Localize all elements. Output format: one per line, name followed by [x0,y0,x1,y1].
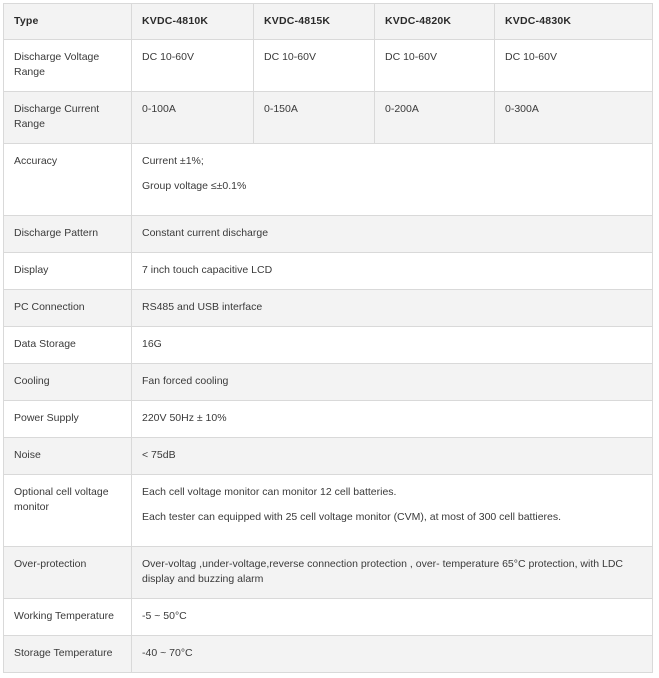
header-row [4,4,653,40]
cell-value: 16G [132,327,653,364]
row-label: Optional cell voltage monitor [4,475,132,547]
table-row [4,636,653,673]
cell-value: DC 10-60V [254,40,375,92]
table-row [4,547,653,599]
model-header: KVDC-4815K [254,4,375,40]
model-header: KVDC-4830K [495,4,653,40]
table-row [4,438,653,475]
cell-value: 0-100A [132,92,254,144]
row-label: Discharge Pattern [4,216,132,253]
table-row [4,92,653,144]
cell-value: DC 10-60V [132,40,254,92]
spec-table [3,3,653,673]
table-row [4,599,653,636]
cell-value: 7 inch touch capacitive LCD [132,253,653,290]
table-row [4,290,653,327]
row-label: Power Supply [4,401,132,438]
row-label: Display [4,253,132,290]
model-header: KVDC-4820K [375,4,495,40]
table-row [4,364,653,401]
row-label: Accuracy [4,144,132,216]
table-row [4,401,653,438]
row-label: PC Connection [4,290,132,327]
table-row [4,475,653,547]
accuracy-group-voltage: Group voltage ≤±0.1% [142,180,247,192]
cell-value: 0-200A [375,92,495,144]
row-label: Noise [4,438,132,475]
cell-value: Fan forced cooling [132,364,653,401]
row-label: Cooling [4,364,132,401]
model-header: KVDC-4810K [132,4,254,40]
cell-value: -40 ~ 70°C [132,636,653,673]
row-label: Discharge Current Range [4,92,132,144]
row-label: Working Temperature [4,599,132,636]
cell-value: Over-voltag ,under-voltage,reverse connection protection , over- temperature 65°C protection, with LDC display and buzzing alarm [132,547,653,599]
cell-value: Constant current discharge [132,216,653,253]
table-row [4,253,653,290]
accuracy-current: Current ±1%; [142,155,204,167]
table-row [4,40,653,92]
cell-monitor-capacity: Each cell voltage monitor can monitor 12 cell batteries. [142,486,397,498]
cell-value: DC 10-60V [375,40,495,92]
table-row [4,216,653,253]
cell-value: RS485 and USB interface [132,290,653,327]
cell-value [132,475,653,547]
table-row [4,144,653,216]
cell-value: DC 10-60V [495,40,653,92]
cell-value [132,144,653,216]
row-label: Discharge Voltage Range [4,40,132,92]
cell-monitor-max: Each tester can equipped with 25 cell voltage monitor (CVM), at most of 300 cell battieres. [142,511,562,523]
cell-value: 220V 50Hz ± 10% [132,401,653,438]
row-label: Storage Temperature [4,636,132,673]
table-row [4,327,653,364]
row-label: Data Storage [4,327,132,364]
type-header: Type [4,4,132,40]
cell-value: -5 ~ 50°C [132,599,653,636]
cell-value: < 75dB [132,438,653,475]
cell-value: 0-300A [495,92,653,144]
row-label: Over-protection [4,547,132,599]
cell-value: 0-150A [254,92,375,144]
